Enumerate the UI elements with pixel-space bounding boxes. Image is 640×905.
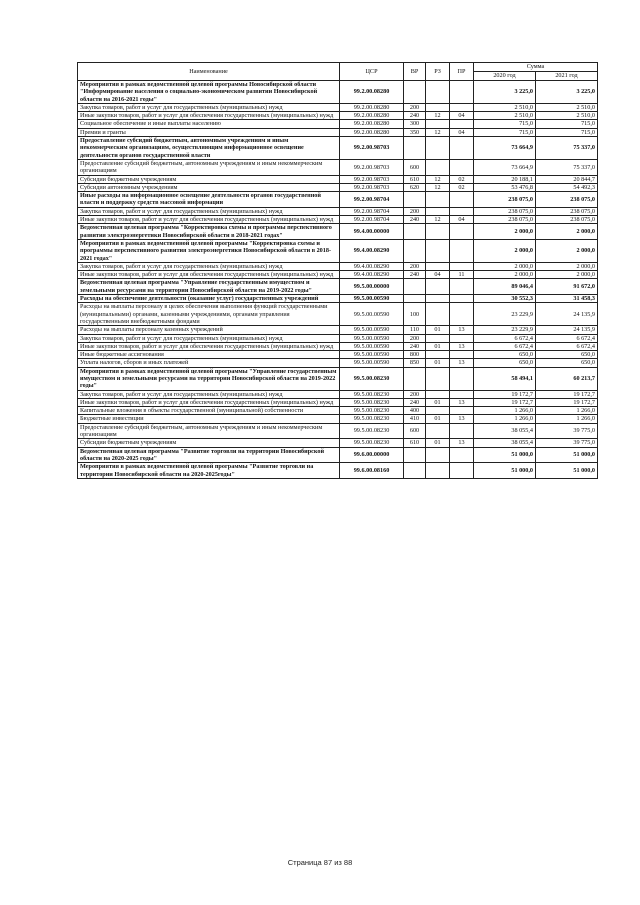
row-csr-cell: 99.4.00.08290 (340, 239, 404, 262)
row-rz-cell: 01 (426, 439, 450, 447)
row-vr-cell (404, 137, 426, 160)
row-2021-amount: 6 672,4 (536, 342, 598, 350)
row-2020-amount: 20 188,1 (474, 175, 536, 183)
table-row (78, 342, 598, 350)
row-name-cell: Мероприятия в рамках ведомственной целевой программы Новосибирской области "Информирование населения о социально-экономическом развитии Новосибирской области на 2016-2021 годы" (78, 81, 340, 104)
row-csr-cell: 99.2.00.98703 (340, 137, 404, 160)
row-csr-cell: 99.5.00.00590 (340, 303, 404, 326)
row-vr-cell: 200 (404, 103, 426, 111)
row-2020-amount: 58 494,1 (474, 367, 536, 390)
row-2021-amount: 715,0 (536, 120, 598, 128)
table-row (78, 262, 598, 270)
header-csr: ЦСР (340, 63, 404, 81)
row-csr-cell: 99.4.00.08290 (340, 271, 404, 279)
row-csr-cell: 99.2.00.08280 (340, 81, 404, 104)
row-vr-cell (404, 224, 426, 240)
row-name-cell: Закупка товаров, работ и услуг для государственных (муниципальных) нужд (78, 103, 340, 111)
row-vr-cell: 240 (404, 342, 426, 350)
row-pr-cell: 11 (450, 271, 474, 279)
table-row (78, 279, 598, 295)
row-vr-cell (404, 367, 426, 390)
row-rz-cell: 01 (426, 359, 450, 367)
row-vr-cell: 240 (404, 398, 426, 406)
row-csr-cell: 99.2.00.08280 (340, 120, 404, 128)
row-2020-amount: 73 664,9 (474, 137, 536, 160)
row-vr-cell: 600 (404, 159, 426, 175)
row-2020-amount: 650,0 (474, 359, 536, 367)
row-pr-cell (450, 159, 474, 175)
row-2021-amount: 2 000,0 (536, 224, 598, 240)
row-rz-cell (426, 120, 450, 128)
row-csr-cell: 99.6.00.08160 (340, 463, 404, 479)
table-row (78, 120, 598, 128)
row-2020-amount: 23 229,9 (474, 303, 536, 326)
header-name: Наименование (78, 63, 340, 81)
table-row (78, 463, 598, 479)
row-name-cell: Мероприятия в рамках ведомственной целевой программы "Корректировка схемы и программы перспективного развития электроэнергетики Новосибирской области в 2018-2021 годах" (78, 239, 340, 262)
row-name-cell: Закупка товаров, работ и услуг для государственных (муниципальных) нужд (78, 390, 340, 398)
row-name-cell: Ведомственная целевая программа "Корректировка схемы и программы перспективного развития электроэнергетики Новосибирской области в 2018-2021 годах" (78, 224, 340, 240)
row-2021-amount: 39 775,0 (536, 439, 598, 447)
row-rz-cell (426, 367, 450, 390)
header-year-2020: 2020 год (474, 72, 536, 81)
table-row (78, 183, 598, 191)
row-pr-cell (450, 103, 474, 111)
table-row (78, 112, 598, 120)
row-2021-amount: 24 135,9 (536, 326, 598, 334)
row-vr-cell: 240 (404, 216, 426, 224)
row-pr-cell: 13 (450, 415, 474, 423)
row-2021-amount: 2 000,0 (536, 262, 598, 270)
table-row (78, 295, 598, 303)
row-2021-amount: 54 492,3 (536, 183, 598, 191)
row-csr-cell: 99.2.00.08280 (340, 112, 404, 120)
row-csr-cell: 99.2.00.98703 (340, 159, 404, 175)
row-pr-cell (450, 367, 474, 390)
row-2020-amount: 89 046,4 (474, 279, 536, 295)
row-csr-cell: 99.5.00.08230 (340, 415, 404, 423)
table-row (78, 175, 598, 183)
row-vr-cell: 850 (404, 359, 426, 367)
row-vr-cell: 200 (404, 207, 426, 215)
row-2021-amount: 1 266,0 (536, 407, 598, 415)
row-pr-cell (450, 423, 474, 439)
row-vr-cell (404, 295, 426, 303)
table-row (78, 192, 598, 208)
row-pr-cell (450, 407, 474, 415)
row-rz-cell: 04 (426, 271, 450, 279)
row-2021-amount: 91 672,0 (536, 279, 598, 295)
table-row (78, 407, 598, 415)
row-pr-cell: 04 (450, 216, 474, 224)
table-row (78, 351, 598, 359)
row-vr-cell: 600 (404, 423, 426, 439)
row-2021-amount: 238 075,0 (536, 192, 598, 208)
row-vr-cell: 400 (404, 407, 426, 415)
row-rz-cell (426, 224, 450, 240)
table-row (78, 398, 598, 406)
header-rz: РЗ (426, 63, 450, 81)
row-name-cell: Иные закупки товаров, работ и услуг для обеспечения государственных (муниципальных) нужд (78, 342, 340, 350)
row-2020-amount: 19 172,7 (474, 390, 536, 398)
row-name-cell: Социальное обеспечение и иные выплаты населению (78, 120, 340, 128)
row-2020-amount: 6 672,4 (474, 334, 536, 342)
row-2021-amount: 75 337,0 (536, 159, 598, 175)
table-row (78, 334, 598, 342)
table-row (78, 239, 598, 262)
row-rz-cell (426, 239, 450, 262)
table-row (78, 303, 598, 326)
row-pr-cell (450, 81, 474, 104)
row-rz-cell (426, 351, 450, 359)
row-name-cell: Иные закупки товаров, работ и услуг для обеспечения государственных (муниципальных) нужд (78, 112, 340, 120)
row-vr-cell: 410 (404, 415, 426, 423)
row-name-cell: Предоставление субсидий бюджетным, автономным учреждениям и иным некоммерческим организациям (78, 159, 340, 175)
table-row (78, 439, 598, 447)
row-2020-amount: 1 266,0 (474, 407, 536, 415)
row-csr-cell: 99.5.00.00590 (340, 326, 404, 334)
row-2020-amount: 2 510,0 (474, 103, 536, 111)
row-pr-cell (450, 262, 474, 270)
row-2021-amount: 238 075,0 (536, 207, 598, 215)
row-vr-cell: 100 (404, 303, 426, 326)
row-2021-amount: 650,0 (536, 359, 598, 367)
row-csr-cell: 99.5.00.00590 (340, 359, 404, 367)
row-2021-amount: 31 458,3 (536, 295, 598, 303)
row-vr-cell: 610 (404, 175, 426, 183)
row-name-cell: Бюджетные инвестиции (78, 415, 340, 423)
row-name-cell: Иные бюджетные ассигнования (78, 351, 340, 359)
row-rz-cell (426, 192, 450, 208)
row-name-cell: Предоставление субсидий бюджетным, автономным учреждениям и иным некоммерческим организациям (78, 423, 340, 439)
row-csr-cell: 99.5.00.08230 (340, 398, 404, 406)
row-name-cell: Субсидии бюджетным учреждениям (78, 175, 340, 183)
row-vr-cell (404, 447, 426, 463)
row-csr-cell: 99.4.00.08290 (340, 262, 404, 270)
row-vr-cell: 300 (404, 120, 426, 128)
row-2020-amount: 3 225,0 (474, 81, 536, 104)
row-2020-amount: 51 000,0 (474, 463, 536, 479)
row-2020-amount: 73 664,9 (474, 159, 536, 175)
row-csr-cell: 99.5.00.08230 (340, 423, 404, 439)
row-2020-amount: 38 055,4 (474, 439, 536, 447)
row-rz-cell (426, 81, 450, 104)
row-rz-cell (426, 159, 450, 175)
row-pr-cell (450, 239, 474, 262)
row-pr-cell: 13 (450, 439, 474, 447)
row-vr-cell: 240 (404, 112, 426, 120)
table-row (78, 103, 598, 111)
row-pr-cell (450, 137, 474, 160)
row-2020-amount: 2 000,0 (474, 224, 536, 240)
row-csr-cell: 99.4.00.00000 (340, 224, 404, 240)
row-rz-cell (426, 463, 450, 479)
row-rz-cell (426, 390, 450, 398)
row-rz-cell (426, 279, 450, 295)
row-csr-cell: 99.5.00.08230 (340, 439, 404, 447)
row-csr-cell: 99.2.00.08280 (340, 128, 404, 136)
row-2020-amount: 1 266,0 (474, 415, 536, 423)
row-vr-cell (404, 279, 426, 295)
row-rz-cell: 01 (426, 342, 450, 350)
row-2021-amount: 2 510,0 (536, 103, 598, 111)
row-csr-cell: 99.2.00.98703 (340, 183, 404, 191)
row-vr-cell (404, 239, 426, 262)
table-row (78, 447, 598, 463)
header-sum: Сумма (474, 63, 598, 72)
row-csr-cell: 99.5.00.08230 (340, 407, 404, 415)
row-rz-cell (426, 295, 450, 303)
row-rz-cell: 12 (426, 175, 450, 183)
row-rz-cell (426, 303, 450, 326)
table-row (78, 326, 598, 334)
table-row (78, 367, 598, 390)
row-rz-cell (426, 447, 450, 463)
row-name-cell: Ведомственная целевая программа "Управление государственным имуществом и земельными ресурсами на территории Новосибирской области на 2019-2022 годы" (78, 279, 340, 295)
header-pr: ПР (450, 63, 474, 81)
table-row (78, 415, 598, 423)
row-name-cell: Иные закупки товаров, работ и услуг для обеспечения государственных (муниципальных) нужд (78, 271, 340, 279)
row-2021-amount: 51 000,0 (536, 463, 598, 479)
row-rz-cell: 01 (426, 398, 450, 406)
table-row (78, 216, 598, 224)
row-vr-cell: 110 (404, 326, 426, 334)
row-2021-amount: 6 672,4 (536, 334, 598, 342)
page-number: Страница 87 из 88 (287, 858, 353, 867)
table-row (78, 423, 598, 439)
table-row (78, 81, 598, 104)
row-pr-cell (450, 279, 474, 295)
row-rz-cell: 12 (426, 128, 450, 136)
row-2020-amount: 6 672,4 (474, 342, 536, 350)
row-2020-amount: 19 172,7 (474, 398, 536, 406)
row-pr-cell (450, 351, 474, 359)
header-year-2021: 2021 год (536, 72, 598, 81)
table-row (78, 271, 598, 279)
row-2020-amount: 238 075,0 (474, 216, 536, 224)
row-2021-amount: 1 266,0 (536, 415, 598, 423)
row-vr-cell: 240 (404, 271, 426, 279)
row-2020-amount: 2 000,0 (474, 271, 536, 279)
row-pr-cell (450, 463, 474, 479)
row-pr-cell: 02 (450, 183, 474, 191)
row-csr-cell: 99.5.00.00590 (340, 295, 404, 303)
row-pr-cell (450, 390, 474, 398)
row-rz-cell (426, 407, 450, 415)
row-pr-cell (450, 295, 474, 303)
row-rz-cell (426, 262, 450, 270)
table-row (78, 128, 598, 136)
row-2021-amount: 650,0 (536, 351, 598, 359)
row-2021-amount: 19 172,7 (536, 390, 598, 398)
table-row (78, 224, 598, 240)
row-2020-amount: 2 000,0 (474, 239, 536, 262)
row-vr-cell (404, 81, 426, 104)
row-pr-cell: 13 (450, 398, 474, 406)
row-name-cell: Субсидии автономным учреждениям (78, 183, 340, 191)
row-rz-cell: 01 (426, 326, 450, 334)
row-2021-amount: 75 337,0 (536, 137, 598, 160)
row-csr-cell: 99.2.00.98704 (340, 207, 404, 215)
row-2020-amount: 715,0 (474, 120, 536, 128)
row-2021-amount: 20 844,7 (536, 175, 598, 183)
row-rz-cell (426, 334, 450, 342)
row-pr-cell: 13 (450, 326, 474, 334)
row-rz-cell: 01 (426, 415, 450, 423)
row-csr-cell: 99.2.00.98703 (340, 175, 404, 183)
row-vr-cell: 800 (404, 351, 426, 359)
row-rz-cell (426, 103, 450, 111)
row-pr-cell (450, 120, 474, 128)
row-name-cell: Иные закупки товаров, работ и услуг для обеспечения государственных (муниципальных) нужд (78, 398, 340, 406)
row-csr-cell: 99.5.00.00000 (340, 279, 404, 295)
row-csr-cell: 99.6.00.00000 (340, 447, 404, 463)
row-name-cell: Капитальные вложения в объекты государственной (муниципальной) собственности (78, 407, 340, 415)
row-rz-cell: 12 (426, 183, 450, 191)
row-pr-cell: 02 (450, 175, 474, 183)
row-name-cell: Предоставление субсидий бюджетным, автономным учреждениям и иным некоммерческим организациям, осуществляющим информационное освещение деятельности органов государственной власти (78, 137, 340, 160)
row-pr-cell (450, 207, 474, 215)
row-name-cell: Расходы на выплаты персоналу казенных учреждений (78, 326, 340, 334)
row-pr-cell (450, 224, 474, 240)
row-2020-amount: 23 229,9 (474, 326, 536, 334)
table-row (78, 359, 598, 367)
row-2021-amount: 715,0 (536, 128, 598, 136)
row-csr-cell: 99.5.00.08230 (340, 390, 404, 398)
row-rz-cell: 12 (426, 216, 450, 224)
row-name-cell: Иные расходы на информационное освещение деятельности органов государственной власти и поддержку средств массовой информации (78, 192, 340, 208)
row-vr-cell: 200 (404, 390, 426, 398)
row-name-cell: Иные закупки товаров, работ и услуг для обеспечения государственных (муниципальных) нужд (78, 216, 340, 224)
budget-table (77, 62, 598, 479)
row-pr-cell: 04 (450, 128, 474, 136)
row-2021-amount: 2 000,0 (536, 239, 598, 262)
row-csr-cell: 99.2.00.98704 (340, 216, 404, 224)
row-vr-cell: 620 (404, 183, 426, 191)
row-name-cell: Мероприятия в рамках ведомственной целевой программы "Управление государственным имуществом и земельными ресурсами на территории Новосибирской области на 2019-2022 годы" (78, 367, 340, 390)
row-2020-amount: 238 075,0 (474, 192, 536, 208)
row-2021-amount: 238 075,0 (536, 216, 598, 224)
row-csr-cell: 99.5.00.08230 (340, 367, 404, 390)
row-2020-amount: 715,0 (474, 128, 536, 136)
row-2021-amount: 2 510,0 (536, 112, 598, 120)
row-pr-cell (450, 334, 474, 342)
row-csr-cell: 99.2.00.98704 (340, 192, 404, 208)
table-row (78, 137, 598, 160)
row-vr-cell: 610 (404, 439, 426, 447)
row-pr-cell (450, 303, 474, 326)
row-2021-amount: 60 213,7 (536, 367, 598, 390)
row-csr-cell: 99.2.00.08280 (340, 103, 404, 111)
row-csr-cell: 99.5.00.00590 (340, 342, 404, 350)
row-2020-amount: 238 075,0 (474, 207, 536, 215)
table-row (78, 207, 598, 215)
row-2021-amount: 19 172,7 (536, 398, 598, 406)
row-name-cell: Премии и гранты (78, 128, 340, 136)
row-vr-cell (404, 192, 426, 208)
row-2020-amount: 53 476,8 (474, 183, 536, 191)
row-rz-cell (426, 207, 450, 215)
row-2020-amount: 2 510,0 (474, 112, 536, 120)
row-name-cell: Расходы на обеспечение деятельности (оказание услуг) государственных учреждений (78, 295, 340, 303)
row-vr-cell (404, 463, 426, 479)
row-pr-cell: 04 (450, 112, 474, 120)
row-name-cell: Уплата налогов, сборов и иных платежей (78, 359, 340, 367)
row-2020-amount: 650,0 (474, 351, 536, 359)
row-2020-amount: 51 000,0 (474, 447, 536, 463)
row-name-cell: Закупка товаров, работ и услуг для государственных (муниципальных) нужд (78, 207, 340, 215)
table-row (78, 159, 598, 175)
row-2021-amount: 39 775,0 (536, 423, 598, 439)
row-pr-cell (450, 192, 474, 208)
row-pr-cell: 13 (450, 359, 474, 367)
row-2020-amount: 2 000,0 (474, 262, 536, 270)
row-csr-cell: 99.5.00.00590 (340, 351, 404, 359)
row-rz-cell (426, 137, 450, 160)
table-body (78, 81, 598, 479)
row-name-cell: Закупка товаров, работ и услуг для государственных (муниципальных) нужд (78, 334, 340, 342)
row-2021-amount: 24 135,9 (536, 303, 598, 326)
row-2020-amount: 30 552,3 (474, 295, 536, 303)
row-pr-cell: 13 (450, 342, 474, 350)
row-2021-amount: 3 225,0 (536, 81, 598, 104)
table-row (78, 390, 598, 398)
row-name-cell: Субсидии бюджетным учреждениям (78, 439, 340, 447)
row-vr-cell: 200 (404, 262, 426, 270)
row-rz-cell (426, 423, 450, 439)
table-header (78, 63, 598, 81)
row-csr-cell: 99.5.00.00590 (340, 334, 404, 342)
row-name-cell: Закупка товаров, работ и услуг для государственных (муниципальных) нужд (78, 262, 340, 270)
row-vr-cell: 200 (404, 334, 426, 342)
row-2021-amount: 51 000,0 (536, 447, 598, 463)
row-2021-amount: 2 000,0 (536, 271, 598, 279)
row-name-cell: Мероприятия в рамках ведомственной целевой программы "Развитие торговли на территории Новосибирской области на 2020-2025годы" (78, 463, 340, 479)
header-vr: ВР (404, 63, 426, 81)
row-name-cell: Ведомственная целевая программа "Развитие торговли на территории Новосибирской области на 2020-2025 годы" (78, 447, 340, 463)
row-2020-amount: 38 055,4 (474, 423, 536, 439)
row-vr-cell: 350 (404, 128, 426, 136)
row-pr-cell (450, 447, 474, 463)
row-rz-cell: 12 (426, 112, 450, 120)
row-name-cell: Расходы на выплаты персоналу в целях обеспечения выполнения функций государственными (муниципальными) органами, казенными учреждениями, органами управления государственными внебюджетными фондами (78, 303, 340, 326)
